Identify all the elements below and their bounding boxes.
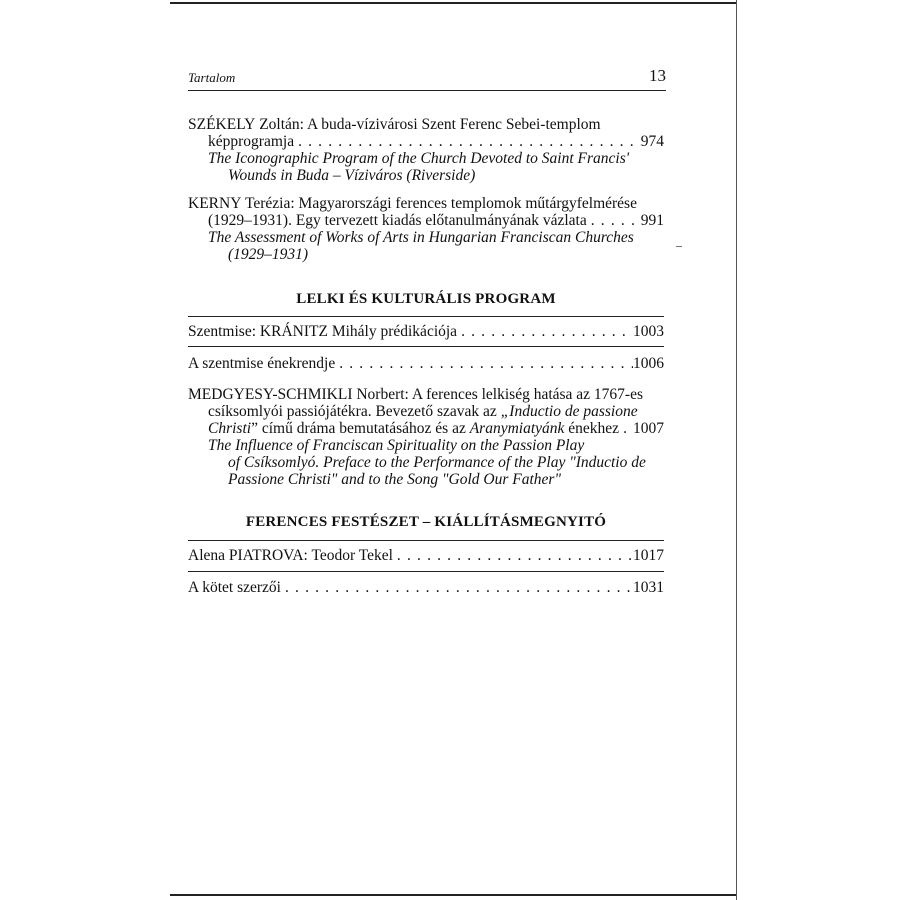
entry-title: Magyarországi ferences templomok műtárgyfelmérése xyxy=(294,195,637,212)
scan-speck xyxy=(676,246,682,247)
dot-leader xyxy=(393,547,633,564)
entry-page-number: 1006 xyxy=(633,355,664,372)
section-heading-ferences: FERENCES FESTÉSZET – KIÁLLÍTÁSMEGNYITÓ xyxy=(245,514,607,530)
author-surname: KERNY xyxy=(188,195,242,212)
entry-title-mid: ” című dráma bemutatásához és az xyxy=(251,420,470,437)
entry-title-cont: csíksomlyói passiójátékra. Bevezető szavak az xyxy=(208,403,501,420)
entry-title-rest: Mihály prédikációja xyxy=(327,323,458,340)
entry-page-number: 974 xyxy=(640,133,664,150)
toc-entry-medgyesy xyxy=(188,386,664,488)
dot-leader xyxy=(619,420,633,437)
entry-title xyxy=(188,323,457,340)
running-header xyxy=(188,66,666,91)
toc-entry-enekrend xyxy=(188,355,664,372)
section-rule xyxy=(188,316,664,317)
author-given: Terézia: xyxy=(241,195,295,212)
entry-title-cont: (1929–1931). Egy tervezett kiadás előtanulmányának vázlata xyxy=(208,212,587,229)
entry-title-line xyxy=(188,403,664,420)
entry-heading xyxy=(188,116,664,133)
page-number: 13 xyxy=(649,66,666,85)
toc-entry-piatrova xyxy=(188,547,664,564)
entry-title: A buda-vízivárosi Szent Ferenc Sebei-templom xyxy=(303,116,601,133)
english-title: The Assessment of Works of Arts in Hungarian Franciscan Churches xyxy=(208,229,634,246)
dot-leader xyxy=(294,133,641,150)
page-fold-edge xyxy=(736,0,737,900)
english-title: The Iconographic Program of the Church Devoted to Saint Francis' xyxy=(208,150,630,167)
entry-prefix: Szentmise: xyxy=(188,323,260,340)
entry-title-cont xyxy=(208,420,619,437)
entry-title xyxy=(188,547,393,564)
page-bottom-edge xyxy=(170,894,736,896)
entry-title-end: énekhez xyxy=(564,420,620,437)
toc-entry-szerzoi xyxy=(188,579,664,596)
entry-title-rest: : Teodor Tekel xyxy=(303,547,393,564)
entry-title-cont: képprogramja xyxy=(208,133,295,150)
english-title-cont: Wounds in Buda – Víziváros (Riverside) xyxy=(228,167,476,184)
entry-title: A kötet szerzői xyxy=(188,579,281,596)
author-given: Alena xyxy=(188,547,229,564)
toc-entry-szekely xyxy=(188,116,664,184)
section-rule xyxy=(188,540,664,541)
entry-rule xyxy=(188,346,664,347)
author-given: Norbert: xyxy=(352,386,409,403)
author-given: Zoltán: xyxy=(255,116,304,133)
page-top-edge xyxy=(170,2,736,4)
entry-heading xyxy=(188,386,664,403)
running-title: Tartalom xyxy=(188,70,236,85)
latin-title: „Inductio de passione xyxy=(500,403,638,420)
entry-heading xyxy=(188,195,664,212)
dot-leader xyxy=(457,323,633,340)
entry-line xyxy=(188,547,664,564)
author-surname: PIATROVA xyxy=(228,547,304,564)
entry-page-number: 1031 xyxy=(633,579,664,596)
english-title-cont: of Csíksomlyó. Preface to the Performance of the Play "Inductio de xyxy=(228,454,646,471)
entry-page-number: 1017 xyxy=(633,547,664,564)
entry-rule xyxy=(188,571,664,572)
section-heading-lelki: LELKI ÉS KULTURÁLIS PROGRAM xyxy=(296,291,556,307)
dot-leader xyxy=(335,355,633,372)
dot-leader xyxy=(587,212,641,229)
author-surname: MEDGYESY-SCHMIKLI xyxy=(188,386,353,403)
song-title: Aranymiatyánk xyxy=(469,420,565,437)
entry-title-line xyxy=(188,133,664,150)
entry-title: A ferences lelkiség hatása az 1767-es xyxy=(408,386,644,403)
entry-title-line xyxy=(188,212,664,229)
author-surname: SZÉKELY xyxy=(188,116,256,133)
english-title-cont: (1929–1931) xyxy=(228,246,309,263)
english-title-cont: Passione Christi" and to the Song "Gold Our Father" xyxy=(228,471,561,488)
entry-page-number: 1003 xyxy=(633,323,664,340)
english-title: The Influence of Franciscan Spirituality on the Passion Play xyxy=(208,437,585,454)
entry-page-number: 1007 xyxy=(633,420,664,437)
entry-line xyxy=(188,579,664,596)
toc-entry-szentmise xyxy=(188,323,664,340)
entry-title: A szentmise énekrendje xyxy=(188,355,336,372)
author-surname: KRÁNITZ xyxy=(259,323,328,340)
entry-line xyxy=(188,355,664,372)
entry-page-number: 991 xyxy=(640,212,664,229)
dot-leader xyxy=(281,579,633,596)
entry-title-line xyxy=(188,420,664,437)
entry-line xyxy=(188,323,664,340)
latin-title-end: Christi xyxy=(208,420,252,437)
toc-entry-kerny xyxy=(188,195,664,263)
